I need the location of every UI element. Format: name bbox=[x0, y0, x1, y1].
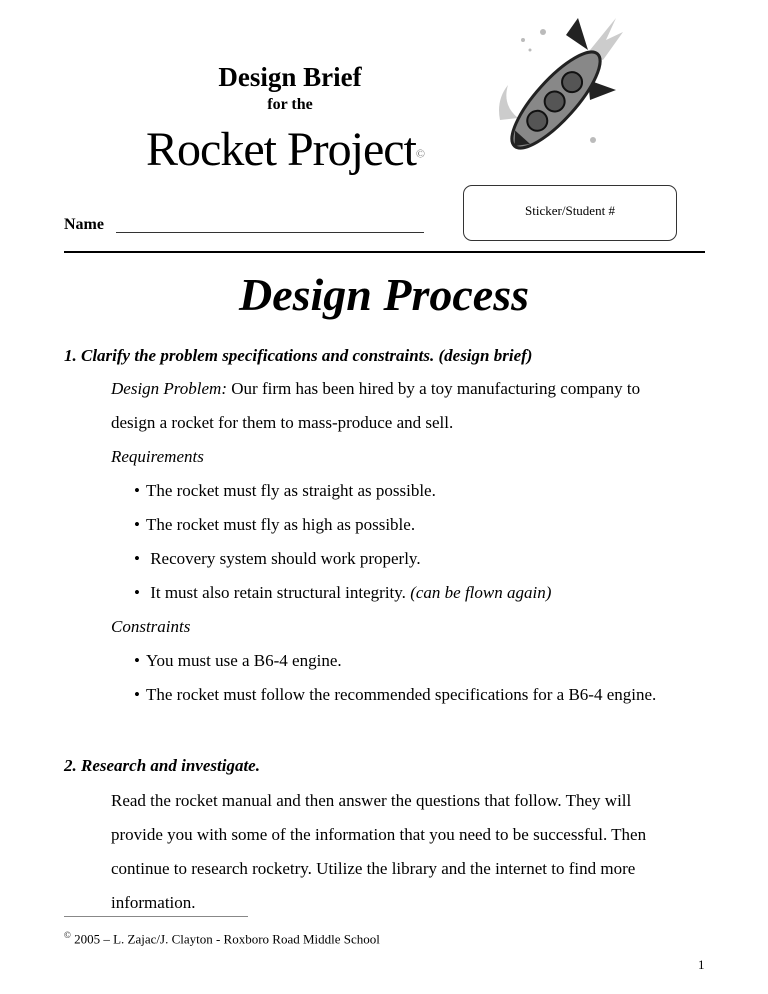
step2-line: provide you with some of the information that you need to be successful. Then bbox=[111, 825, 647, 844]
project-title bbox=[146, 122, 424, 177]
project-title-text: Rocket Project bbox=[146, 123, 416, 176]
step2-heading: 2. Research and investigate. bbox=[64, 756, 260, 775]
footnote-divider bbox=[64, 916, 248, 917]
requirement-note: (can be flown again) bbox=[410, 583, 552, 602]
copyright-mark: © bbox=[415, 146, 425, 161]
requirement-item: • The rocket must fly as straight as possible. bbox=[134, 481, 436, 501]
step2-line: information. bbox=[111, 893, 196, 912]
step2-line: Read the rocket manual and then answer the questions that follow. They will bbox=[111, 791, 632, 810]
step1-heading: 1. Clarify the problem specifications and constraints. (design brief) bbox=[64, 346, 533, 365]
name-field-line[interactable] bbox=[116, 232, 424, 233]
title-design-brief: Design Brief bbox=[218, 62, 362, 92]
step2-line: continue to research rocketry. Utilize the library and the internet to find more bbox=[111, 859, 636, 878]
requirement-item: • Recovery system should work properly. bbox=[134, 549, 421, 569]
constraint-item: • The rocket must follow the recommended specifications for a B6-4 engine. bbox=[134, 685, 656, 705]
design-problem-label: Design Problem: bbox=[111, 379, 227, 398]
requirement-item: • The rocket must fly as high as possible. bbox=[134, 515, 415, 535]
design-problem-line1 bbox=[111, 379, 640, 399]
title-for-the: for the bbox=[267, 96, 313, 113]
header-divider bbox=[64, 251, 705, 253]
constraints-label: Constraints bbox=[111, 617, 191, 636]
constraint-item: • You must use a B6-4 engine. bbox=[134, 651, 342, 671]
design-problem-line2: design a rocket for them to mass-produce and sell. bbox=[111, 413, 454, 432]
main-title: Design Process bbox=[238, 269, 530, 320]
footnote bbox=[64, 930, 380, 947]
design-problem-text: Our firm has been hired by a toy manufacturing company to bbox=[227, 379, 641, 398]
name-label: Name bbox=[64, 216, 104, 233]
footnote-mark: © bbox=[64, 930, 71, 940]
rocket-illustration-icon bbox=[488, 10, 628, 160]
footnote-text: 2005 – L. Zajac/J. Clayton - Roxboro Road Middle School bbox=[70, 931, 380, 947]
requirements-label: Requirements bbox=[111, 447, 204, 466]
sticker-label: Sticker/Student # bbox=[525, 203, 615, 218]
sticker-student-box[interactable] bbox=[463, 185, 677, 241]
requirement-text: It must also retain structural integrity. bbox=[145, 583, 411, 602]
requirement-item bbox=[134, 583, 551, 603]
page-number: 1 bbox=[698, 957, 705, 972]
